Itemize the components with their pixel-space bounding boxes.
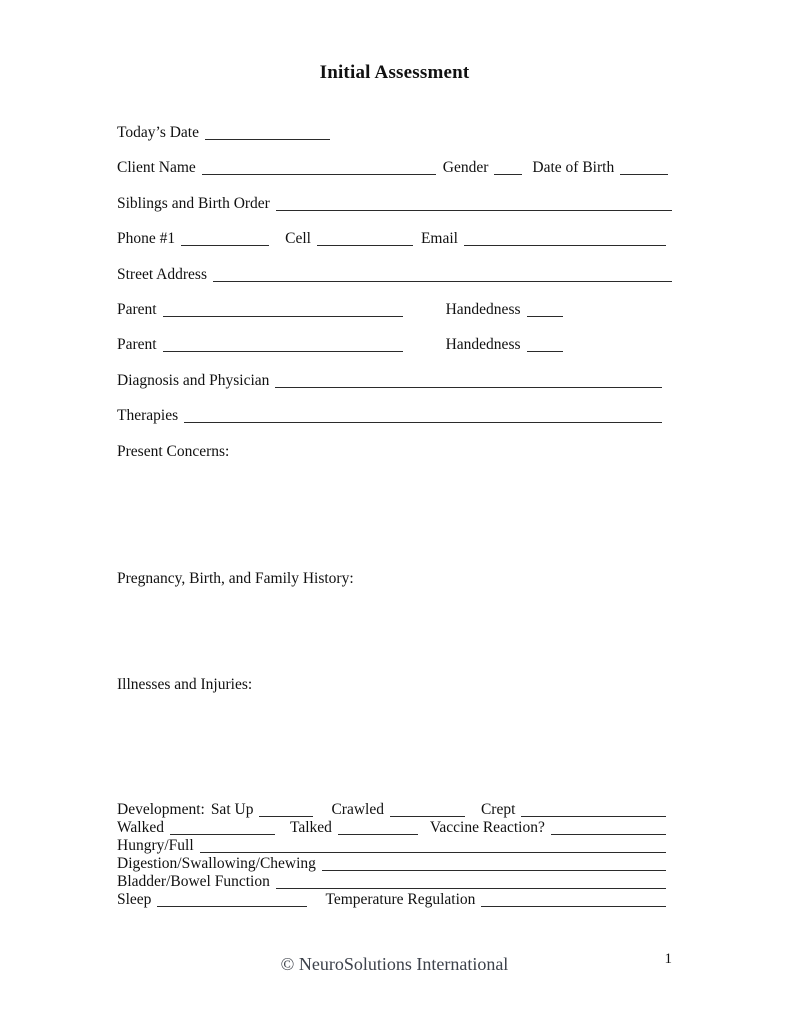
phone1-field (181, 232, 269, 246)
siblings-field (276, 197, 672, 211)
cell-field (317, 232, 413, 246)
phone1-label: Phone #1 (117, 230, 176, 248)
sleep-row (117, 890, 672, 908)
temperature-regulation-field (481, 893, 666, 907)
sat-up-label: Sat Up (210, 800, 254, 818)
street-address-label: Street Address (117, 265, 207, 283)
client-name-row (117, 158, 672, 177)
gender-field (494, 161, 522, 175)
parent1-handedness-label: Handedness (445, 300, 521, 318)
parent2-field (163, 338, 403, 352)
client-name-label: Client Name (117, 159, 196, 177)
street-address-field (213, 268, 672, 282)
parent1-field (163, 303, 403, 317)
gender-label: Gender (442, 159, 489, 177)
bladder-bowel-label: Bladder/Bowel Function (117, 872, 270, 890)
digestion-field (322, 857, 666, 871)
siblings-label: Siblings and Birth Order (117, 194, 270, 212)
development-label: Development: (117, 800, 205, 818)
email-label: Email (420, 230, 458, 248)
crawled-label: Crawled (331, 800, 384, 818)
bladder-bowel-field (276, 875, 666, 889)
walked-field (170, 821, 275, 835)
street-address-row (117, 265, 672, 284)
date-of-birth-field (620, 161, 668, 175)
diagnosis-field (275, 374, 662, 388)
development-section (117, 800, 672, 908)
digestion-label: Digestion/Swallowing/Chewing (117, 854, 316, 872)
diagnosis-label: Diagnosis and Physician (117, 371, 270, 389)
date-of-birth-label: Date of Birth (532, 159, 615, 177)
vaccine-reaction-field (551, 821, 666, 835)
siblings-row (117, 194, 672, 213)
temperature-regulation-label: Temperature Regulation (325, 890, 476, 908)
talked-label: Talked (289, 818, 332, 836)
phone-row (117, 229, 672, 248)
development-row (117, 800, 672, 818)
walked-row (117, 818, 672, 836)
parent2-row (117, 335, 672, 354)
present-concerns-heading: Present Concerns: (117, 442, 230, 460)
diagnosis-row (117, 371, 672, 390)
crept-label: Crept (480, 800, 516, 818)
sleep-field (157, 893, 307, 907)
digestion-row (117, 854, 672, 872)
sat-up-field (259, 803, 313, 817)
parent1-label: Parent (117, 300, 157, 318)
copyright-text: © NeuroSolutions International (280, 954, 509, 974)
form-content (117, 0, 672, 908)
todays-date-label: Today’s Date (117, 124, 199, 141)
hungry-full-field (200, 839, 666, 853)
therapies-label: Therapies (117, 407, 179, 425)
therapies-row (117, 406, 672, 425)
illnesses-injuries-heading: Illnesses and Injuries: (117, 675, 253, 693)
parent2-handedness-label: Handedness (445, 336, 521, 354)
todays-date-field (205, 126, 330, 140)
parent2-label: Parent (117, 336, 157, 354)
hungry-full-label: Hungry/Full (117, 836, 194, 854)
vaccine-reaction-label: Vaccine Reaction? (429, 818, 545, 836)
page-footer (117, 953, 672, 975)
page-number: 1 (664, 951, 672, 967)
therapies-field (184, 409, 662, 423)
todays-date-row (117, 123, 672, 142)
crept-field (521, 803, 666, 817)
sleep-label: Sleep (117, 890, 152, 908)
talked-field (338, 821, 418, 835)
hungry-full-row (117, 836, 672, 854)
cell-label: Cell (285, 230, 311, 248)
crawled-field (390, 803, 465, 817)
parent1-row (117, 300, 672, 319)
pregnancy-history-heading: Pregnancy, Birth, and Family History: (117, 569, 354, 587)
parent2-handedness-field (527, 338, 563, 352)
bladder-bowel-row (117, 872, 672, 890)
client-name-field (202, 161, 436, 175)
form-title: Initial Assessment (319, 62, 470, 83)
walked-label: Walked (117, 818, 164, 836)
email-field (464, 232, 666, 246)
parent1-handedness-field (527, 303, 563, 317)
